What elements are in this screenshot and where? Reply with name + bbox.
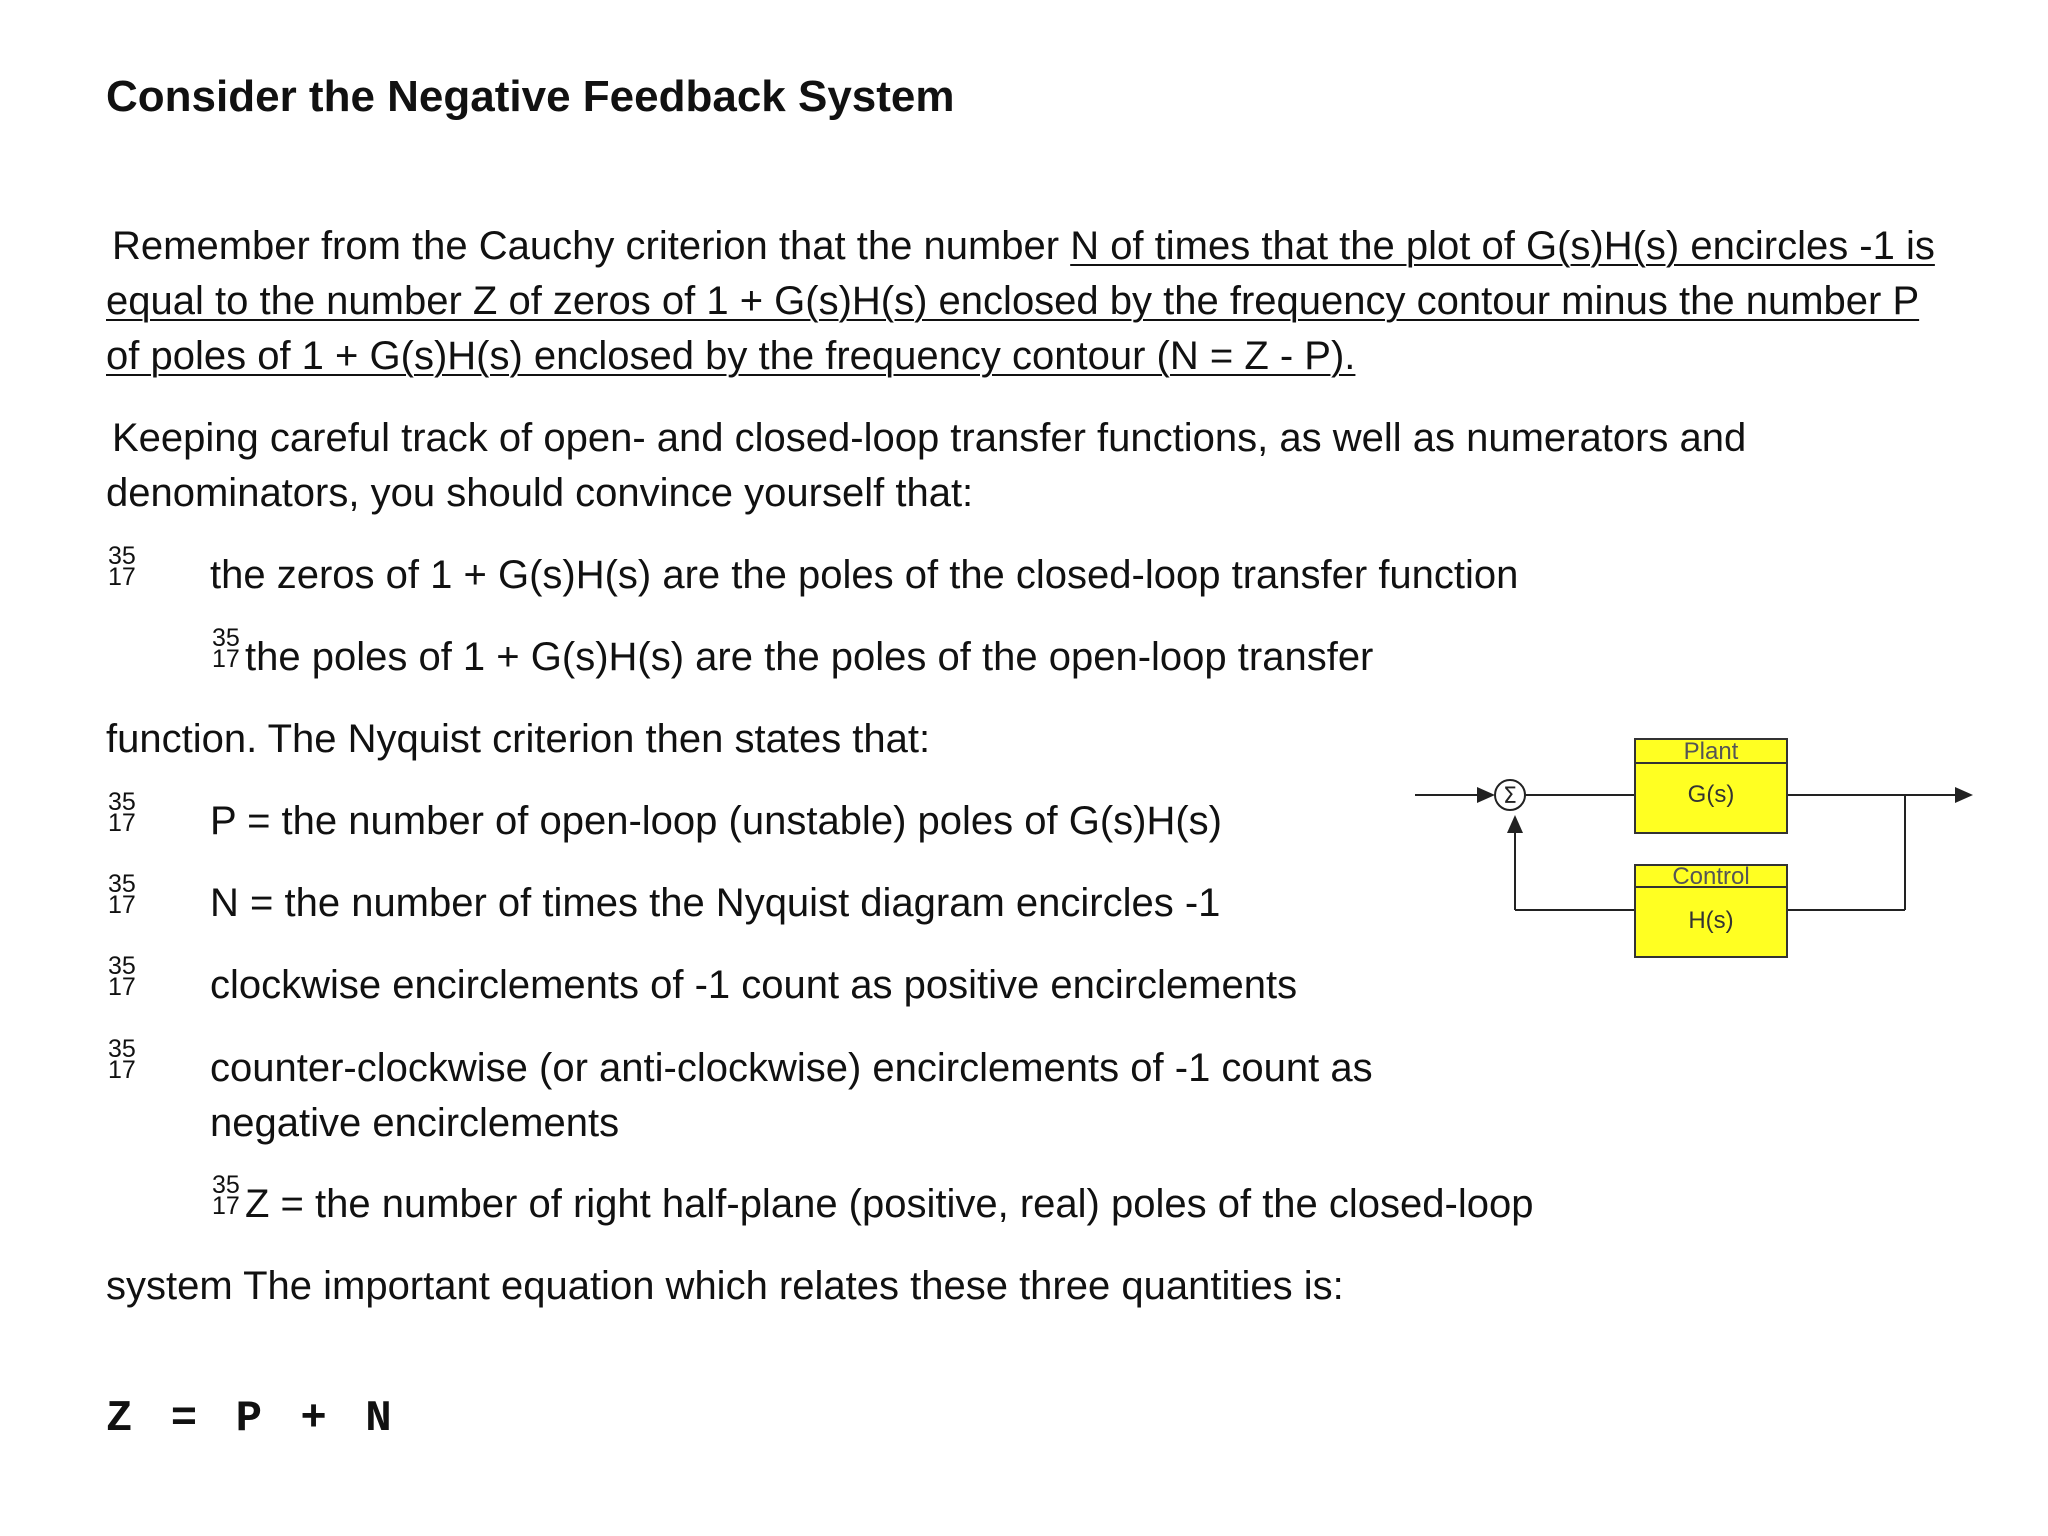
bullet-marker: 35 17: [108, 952, 136, 1001]
para1-underlined-1: N of times that the plot of G(s)H(s) encircles -1 is: [1070, 224, 1935, 268]
bullet-marker: 35 17: [108, 870, 136, 919]
sum-symbol: Σ: [1503, 784, 1517, 809]
bullet-marker: 35 17: [108, 542, 136, 591]
para1-line3: of poles of 1 + G(s)H(s) enclosed by the frequency contour (N = Z - P).: [106, 334, 1356, 378]
system-line: system The important equation which relates these three quantities is:: [106, 1264, 1344, 1308]
para1-line2: equal to the number Z of zeros of 1 + G(s)H(s) enclosed by the frequency contour minus the number P: [106, 279, 1920, 323]
item-zeros: the zeros of 1 + G(s)H(s) are the poles of the closed-loop transfer function: [210, 553, 1519, 597]
item-counter-clockwise-1: counter-clockwise (or anti-clockwise) encirclements of -1 count as: [210, 1046, 1373, 1090]
item-n-definition: N = the number of times the Nyquist diagram encircles -1: [210, 881, 1221, 925]
plant-transfer-function: G(s): [1687, 781, 1735, 808]
item-p-definition: P = the number of open-loop (unstable) poles of G(s)H(s): [210, 799, 1222, 843]
input-arrowhead: [1477, 787, 1495, 803]
item-counter-clockwise-2: negative encirclements: [210, 1101, 620, 1145]
equation: Z = P + N: [106, 1394, 398, 1444]
feedback-arrowhead: [1507, 815, 1523, 833]
bullet-marker: 35 17: [212, 1171, 240, 1220]
control-block: [1635, 863, 1787, 957]
plant-title: Plant: [1683, 738, 1739, 765]
feedback-block-diagram: [1415, 735, 1985, 970]
control-transfer-function: H(s): [1688, 907, 1734, 934]
para2-line1: Keeping careful track of open- and closed-loop transfer functions, as well as numerators and: [112, 416, 1747, 460]
para1-line1: [112, 219, 1935, 274]
para1-lead: Remember from the Cauchy criterion that the number: [112, 224, 1071, 268]
control-title: Control: [1672, 863, 1750, 890]
bullet-marker: 35 17: [108, 788, 136, 837]
page-title: Consider the Negative Feedback System: [106, 72, 955, 121]
item-clockwise: clockwise encirclements of -1 count as positive encirclements: [210, 963, 1298, 1007]
item-poles: the poles of 1 + G(s)H(s) are the poles of the open-loop transfer: [245, 635, 1374, 679]
plant-block: [1635, 738, 1787, 833]
item-z-definition: Z = the number of right half-plane (positive, real) poles of the closed-loop: [245, 1182, 1534, 1226]
function-line: function. The Nyquist criterion then states that:: [106, 717, 931, 761]
output-arrowhead: [1955, 787, 1973, 803]
para2-line2: denominators, you should convince yourself that:: [106, 471, 974, 515]
bullet-marker: 35 17: [108, 1035, 136, 1084]
bullet-marker: 35 17: [212, 624, 240, 673]
